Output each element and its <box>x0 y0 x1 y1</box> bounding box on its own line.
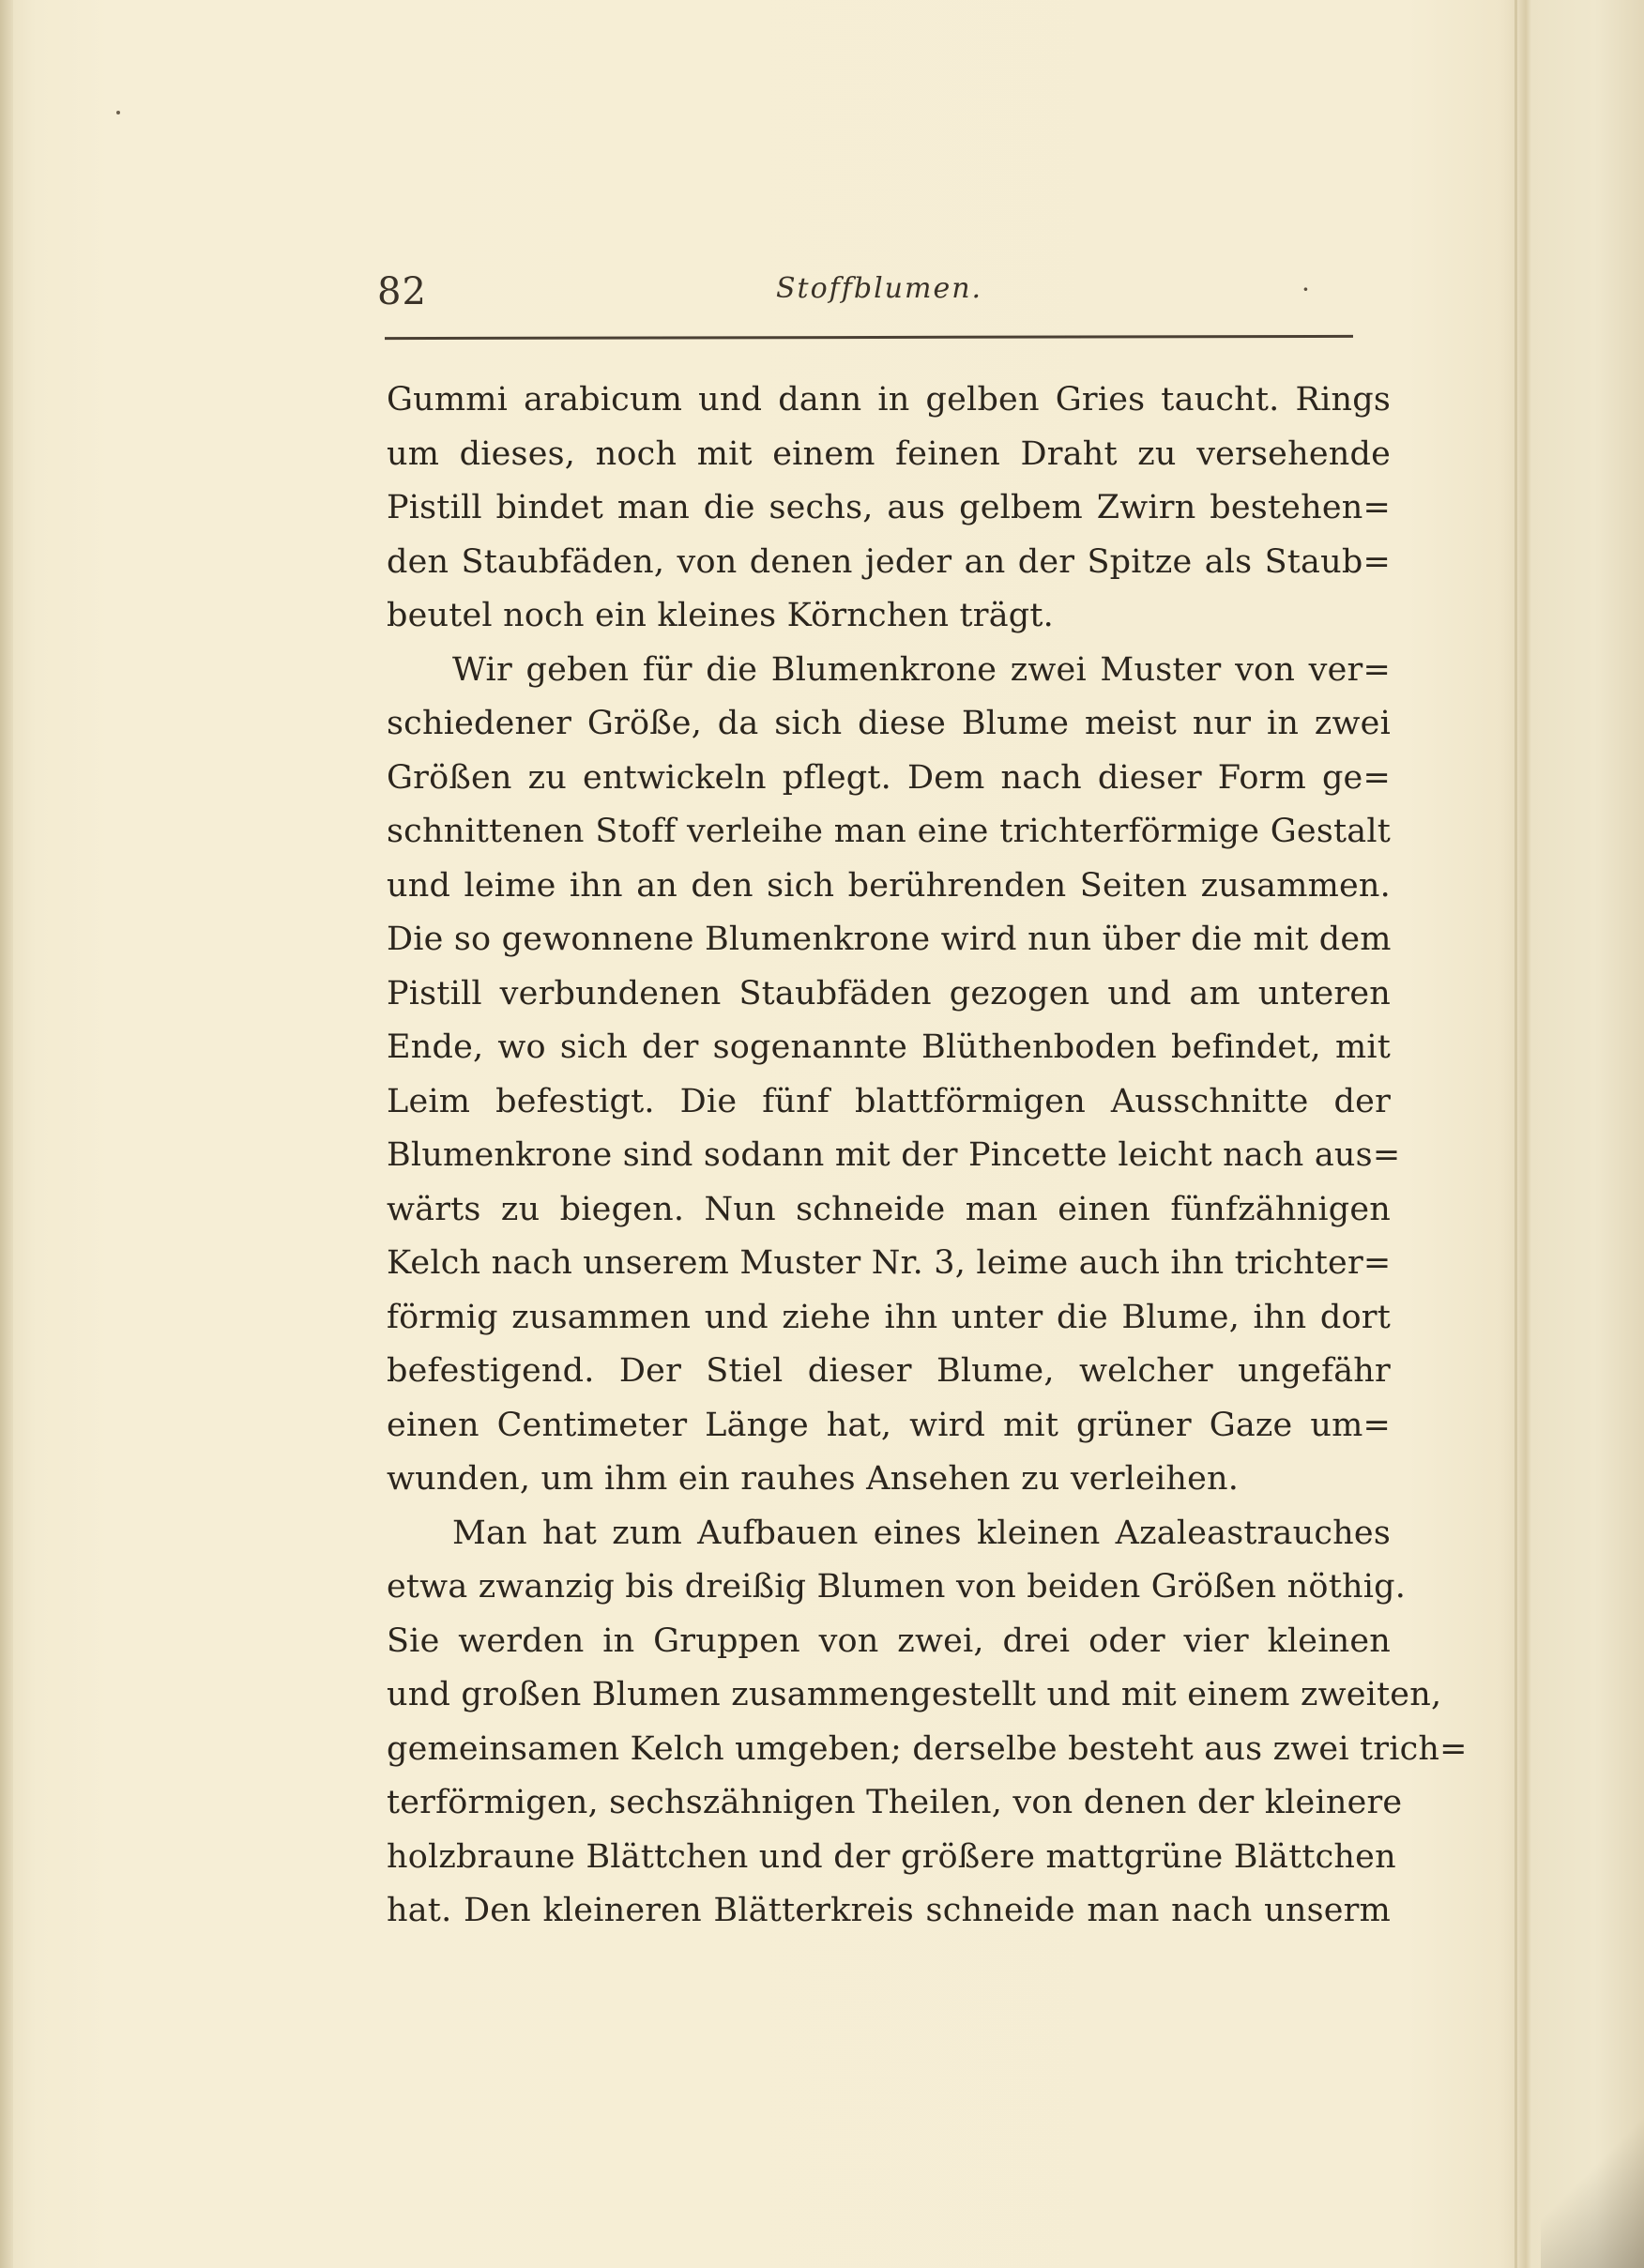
text-line: Blumenkrone sind sodann mit der Pincette leicht nach aus= <box>387 1136 1401 1174</box>
corner-shadow <box>1541 2118 1644 2268</box>
text-line: Die so gewonnene Blumenkrone wird nun über die mit dem <box>387 921 1392 958</box>
text-line: Wir geben für die Blumenkrone zwei Muster von ver= <box>452 650 1391 689</box>
text-line: um dieses, noch mit einem feinen Draht zu versehende <box>387 434 1391 473</box>
text-line: Leim befestigt. Die fünf blattförmigen Ausschnitte der <box>387 1082 1391 1120</box>
text-line: und leime ihn an den sich berührenden Seiten zusammen. <box>387 866 1391 905</box>
text-line: förmig zusammen und ziehe ihn unter die Blume, ihn dort <box>387 1298 1391 1336</box>
header-dot: · <box>1302 274 1310 305</box>
text-line: gemeinsamen Kelch umgeben; derselbe besteht aus zwei trich= <box>387 1729 1468 1768</box>
text-line: holzbraune Blättchen und der größere mattgrüne Blättchen <box>387 1837 1396 1876</box>
text-line: einen Centimeter Länge hat, wird mit grüner Gaze um= <box>387 1406 1391 1444</box>
text-line: schnittenen Stoff verleihe man eine trichterförmige Gestalt <box>387 813 1391 850</box>
body-text <box>387 373 1468 1939</box>
running-head: Stoffblumen. <box>776 272 983 305</box>
text-line: terförmigen, sechszähnigen Theilen, von denen der kleinere <box>387 1784 1403 1821</box>
paper-speck <box>116 111 120 114</box>
text-line: schiedener Größe, da sich diese Blume meist nur in zwei <box>387 705 1391 742</box>
text-line: Sie werden in Gruppen von zwei, drei oder vier kleinen <box>387 1621 1391 1660</box>
text-line: und großen Blumen zusammengestellt und mit einem zweiten, <box>387 1676 1442 1713</box>
text-line: Größen zu entwickeln pflegt. Dem nach dieser Form ge= <box>387 758 1391 797</box>
text-line: Man hat zum Aufbauen eines kleinen Azaleastrauches <box>452 1514 1391 1552</box>
page-fold-line <box>1515 0 1517 2268</box>
text-line: etwa zwanzig bis dreißig Blumen von beiden Größen nöthig. <box>387 1568 1407 1606</box>
text-line: Ende, wo sich der sogenannte Blüthenboden befindet, mit <box>387 1028 1391 1066</box>
page-number: 82 <box>377 270 427 313</box>
text-line: Pistill verbundenen Staubfäden gezogen und am unteren <box>387 974 1391 1012</box>
text-line: Gummi arabicum und dann in gelben Gries taucht. Rings <box>387 381 1391 419</box>
text-line: beutel noch ein kleines Körnchen trägt. <box>387 597 1054 634</box>
text-line: hat. Den kleineren Blätterkreis schneide man nach unserm <box>387 1892 1391 1929</box>
text-line: wärts zu biegen. Nun schneide man einen fünfzähnigen <box>387 1190 1391 1228</box>
page-left-edge <box>0 0 13 2268</box>
page-header <box>377 270 1353 327</box>
text-line: Pistill bindet man die sechs, aus gelbem Zwirn bestehen= <box>387 489 1391 526</box>
text-line: befestigend. Der Stiel dieser Blume, welcher ungefähr <box>387 1352 1391 1390</box>
text-line: Kelch nach unserem Muster Nr. 3, leime auch ihn trichter= <box>387 1244 1392 1282</box>
text-line: wunden, um ihm ein rauhes Ansehen zu verleihen. <box>387 1460 1240 1498</box>
text-line: den Staubfäden, von denen jeder an der Spitze als Staub= <box>387 542 1391 581</box>
